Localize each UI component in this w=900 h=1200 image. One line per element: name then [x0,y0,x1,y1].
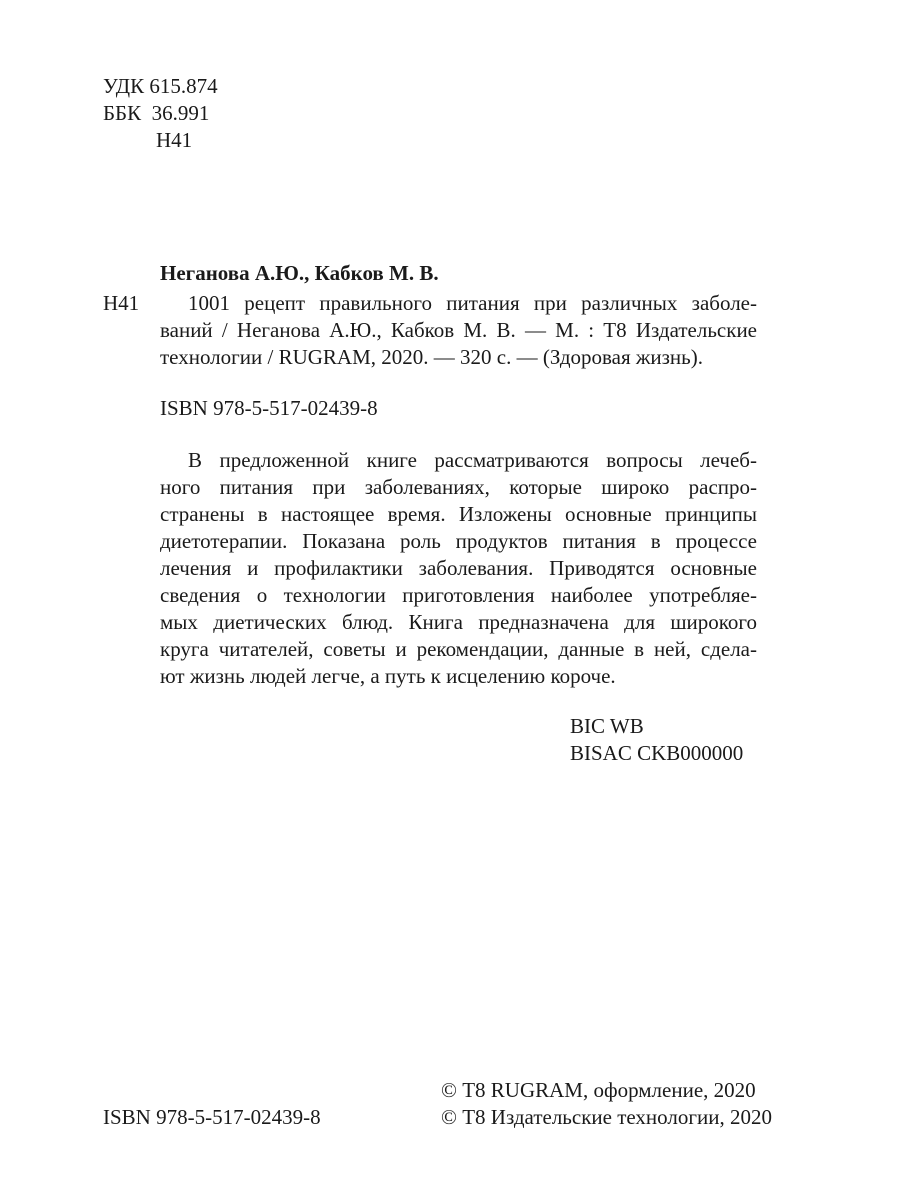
bic-code: BIC WB [570,714,644,738]
copyright-publisher: © Т8 Издательские технологии, 2020 [441,1105,772,1129]
annotation-line: ют жизнь людей легче, а путь к исцелению короче. [160,664,616,688]
udk-code: УДК 615.874 [103,74,218,98]
annotation-line: лечения и профилактики заболевания. Приводятся основные [160,556,757,580]
record-line: технологии / RUGRAM, 2020. — 320 с. — (Здоровая жизнь). [160,345,703,369]
bbk-code: ББК 36.991 [103,101,210,125]
annotation-line: В предложенной книге рассматриваются вопросы лечеб- [188,448,757,472]
authors-heading: Неганова А.Ю., Кабков М. В. [160,261,439,285]
annotation-line: ного питания при заболеваниях, которые широко распро- [160,475,757,499]
annotation-line: диетотерапии. Показана роль продуктов питания в процессе [160,529,757,553]
bisac-code: BISAC CKB000000 [570,741,744,765]
record-line: ваний / Неганова А.Ю., Кабков М. В. — М. : Т8 Издательские [160,318,757,342]
footer-isbn: ISBN 978-5-517-02439-8 [103,1105,321,1129]
annotation-line: странены в настоящее время. Изложены основные принципы [160,502,757,526]
annotation-line: круга читателей, советы и рекомендации, данные в ней, сдела- [160,637,757,661]
annotation-line: сведения о технологии приготовления наиболее употребляе- [160,583,757,607]
annotation-line: мых диетических блюд. Книга предназначена для широкого [160,610,757,634]
copyright-design: © Т8 RUGRAM, оформление, 2020 [441,1078,756,1102]
record-line: 1001 рецепт правильного питания при различных заболе- [188,291,757,315]
record-isbn: ISBN 978-5-517-02439-8 [160,396,378,420]
author-mark: Н41 [156,128,193,152]
record-mark: Н41 [103,291,140,315]
